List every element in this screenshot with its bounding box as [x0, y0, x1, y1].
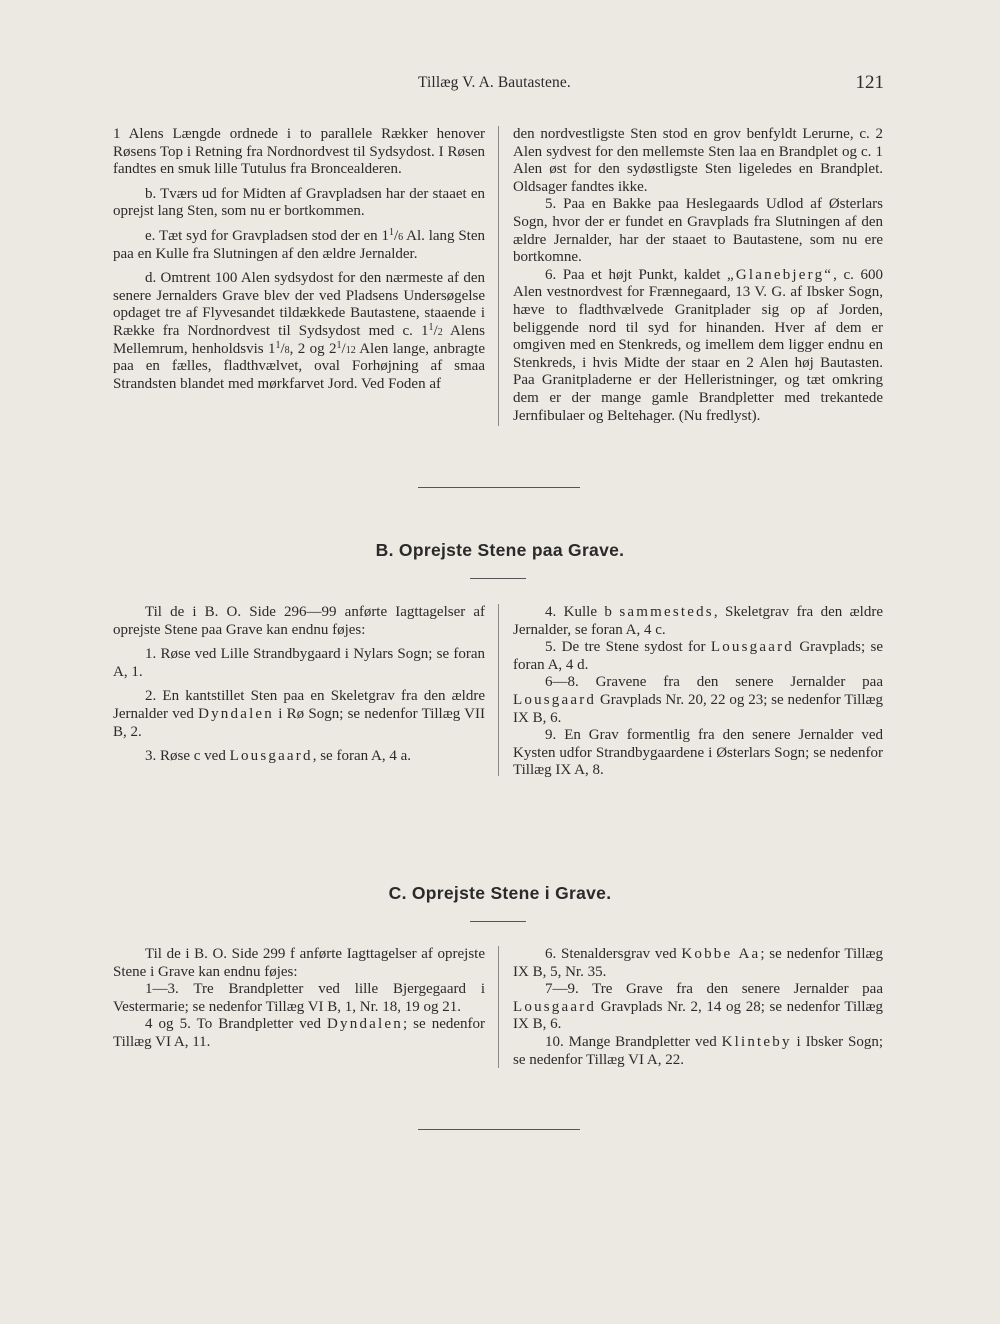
- section-a-left-column: [113, 126, 485, 393]
- column-divider: [498, 946, 499, 1068]
- list-item: 5. De tre Stene sydost for Lousgaard Gravplads; se foran A, 4 d.: [513, 639, 884, 673]
- section-a-right-column: [513, 126, 883, 425]
- paragraph: e. Tæt syd for Gravpladsen stod der en $1^1/6$ Al. lang Sten paa en Kulle fra Slutningen af den ældre Jernalder.: [113, 226, 486, 262]
- column-divider: [498, 604, 499, 776]
- column-divider: [498, 126, 499, 426]
- paragraph: 5. Paa en Bakke paa Heslegaards Udlod af Østerlars Sogn, hvor der er fundet en Gravplads fra Slutningen af den ældre Jernalder, har der staaet to Bautastene, som nu ere bortkomne.: [513, 196, 883, 266]
- place-name: „Glanebjerg“: [727, 266, 834, 283]
- section-c-left-column: [113, 946, 485, 1052]
- place-name: Dyndalen: [198, 705, 274, 722]
- paragraph: 6. Paa et højt Punkt, kaldet „Glanebjerg“, c. 600 Alen vestnordvest for Frænnegaard, 13 V. G. af Ibsker Sogn, hæve to fladthvælvede Granitplader sig op af Jorden, beliggende nord til syd for hinanden. Hver af dem er omgiven med en Stenkreds, og imellem dem ligger endnu en Stenkreds, i hvis Midte der staar en 2 Alen høj Bautasten. Paa Granitpladerne er der Helleristninger, og tæt omkring dem er der mange gamle Brandpletter med trekantede Jernfibulaer og Beltehager. (Nu fredlyst).: [513, 266, 883, 424]
- heading-rule: [470, 921, 526, 922]
- section-separator: [418, 487, 580, 488]
- page-number: 121: [855, 72, 884, 93]
- place-name: Lousgaard: [513, 998, 597, 1015]
- paragraph: den nordvestligste Sten stod en grov benfyldt Lerurne, c. 2 Alen sydvest for den mellemste Sten laa en Brandplet og c. 1 Alen øst for den sydøstligste Sten ligeledes en Brandplet. Oldsager fandtes ikke.: [513, 126, 883, 195]
- end-separator: [418, 1129, 580, 1130]
- section-b-left-column: [113, 604, 485, 766]
- place-name: Klinteby: [721, 1033, 792, 1050]
- list-item: 9. En Grav formentlig fra den senere Jernalder ved Kysten udfor Strandbygaardene i Østerlars Sogn; se nedenfor Tillæg IX A, 8.: [513, 727, 883, 779]
- section-b-right-column: [513, 604, 883, 780]
- paragraph: b. Tværs ud for Midten af Gravpladsen har der staaet en oprejst lang Sten, som nu er bortkommen.: [113, 185, 485, 220]
- place-name: Lousgaard: [513, 691, 597, 708]
- section-heading-b: B. Oprejste Stene paa Grave.: [375, 540, 625, 560]
- place-name: Lousgaard: [710, 639, 794, 656]
- list-item: 10. Mange Brandpletter ved Klinteby i Ibsker Sogn; se nedenfor Tillæg VI A, 22.: [513, 1033, 883, 1068]
- place-name: sammesteds: [619, 604, 714, 620]
- place-name: Dyndalen: [327, 1016, 403, 1033]
- paragraph: d. Omtrent 100 Alen sydsydost for den nærmeste af den senere Jernalders Grave blev der ved Pladsens Undersøgelse opdaget tre af Flyvesandet tildækkede Bautastene, staaende i Række fra Nordnordvest til Sydsydost med c. $1^1/2$ Alens Mellemrum, henholdsvis $1^1/8$, 2 og $2^1/12$ Alen lange, anbragte paa en fælles, fladthvælvet, oval Forhøjning af smaa Strandsten blandet med mørkfarvet Jord. Ved Foden af: [113, 270, 485, 392]
- paragraph: Til de i B. O. Side 296—99 anførte Iagttagelser af oprejste Stene paa Grave kan endnu føjes:: [113, 604, 485, 638]
- list-item: 6. Stenaldersgrav ved Kobbe Aa; se nedenfor Tillæg IX B, 5, Nr. 35.: [513, 946, 884, 980]
- running-head: Tillæg V. A. Bautastene.: [418, 74, 571, 91]
- section-heading-c: C. Oprejste Stene i Grave.: [388, 883, 612, 903]
- list-item: 2. En kantstillet Sten paa en Skeletgrav fra den ældre Jernalder ved Dyndalen i Rø Sogn; se nedenfor Tillæg VII B, 2.: [113, 688, 485, 740]
- list-item: 4 og 5. To Brandpletter ved Dyndalen; se nedenfor Tillæg VI A, 11.: [113, 1016, 485, 1050]
- list-item: 7—9. Tre Grave fra den senere Jernalder paa Lousgaard Gravplads Nr. 2, 14 og 28; se nedenfor Tillæg IX B, 6.: [513, 981, 883, 1033]
- paragraph: Til de i B. O. Side 299 f anførte Iagttagelser af oprejste Stene i Grave kan endnu føjes:: [113, 946, 485, 980]
- list-item: 1—3. Tre Brandpletter ved lille Bjergegaard i Vestermarie; se nedenfor Tillæg VI B, 1, Nr. 18, 19 og 21.: [113, 981, 485, 1015]
- list-item: 6—8. Gravene fra den senere Jernalder paa Lousgaard Gravplads Nr. 20, 22 og 23; se nedenfor Tillæg IX B, 6.: [513, 674, 883, 726]
- list-item: 1. Røse ved Lille Strandbygaard i Nylars Sogn; se foran A, 1.: [113, 646, 485, 680]
- paragraph: 1 Alens Længde ordnede i to parallele Rækker henover Røsens Top i Retning fra Nordnordvest til Sydsydost. I Røsen fandtes en smuk lille Tutulus fra Broncealderen.: [113, 126, 485, 178]
- heading-rule: [470, 578, 526, 579]
- section-c-right-column: [513, 946, 883, 1069]
- place-name: Lousgaard: [229, 748, 313, 765]
- place-name: Kobbe Aa: [681, 946, 761, 962]
- list-item: 4. Kulle b sammesteds, Skeletgrav fra den ældre Jernalder, se foran A, 4 c.: [513, 604, 884, 638]
- list-item: 3. Røse c ved Lousgaard, se foran A, 4 a.: [145, 748, 412, 765]
